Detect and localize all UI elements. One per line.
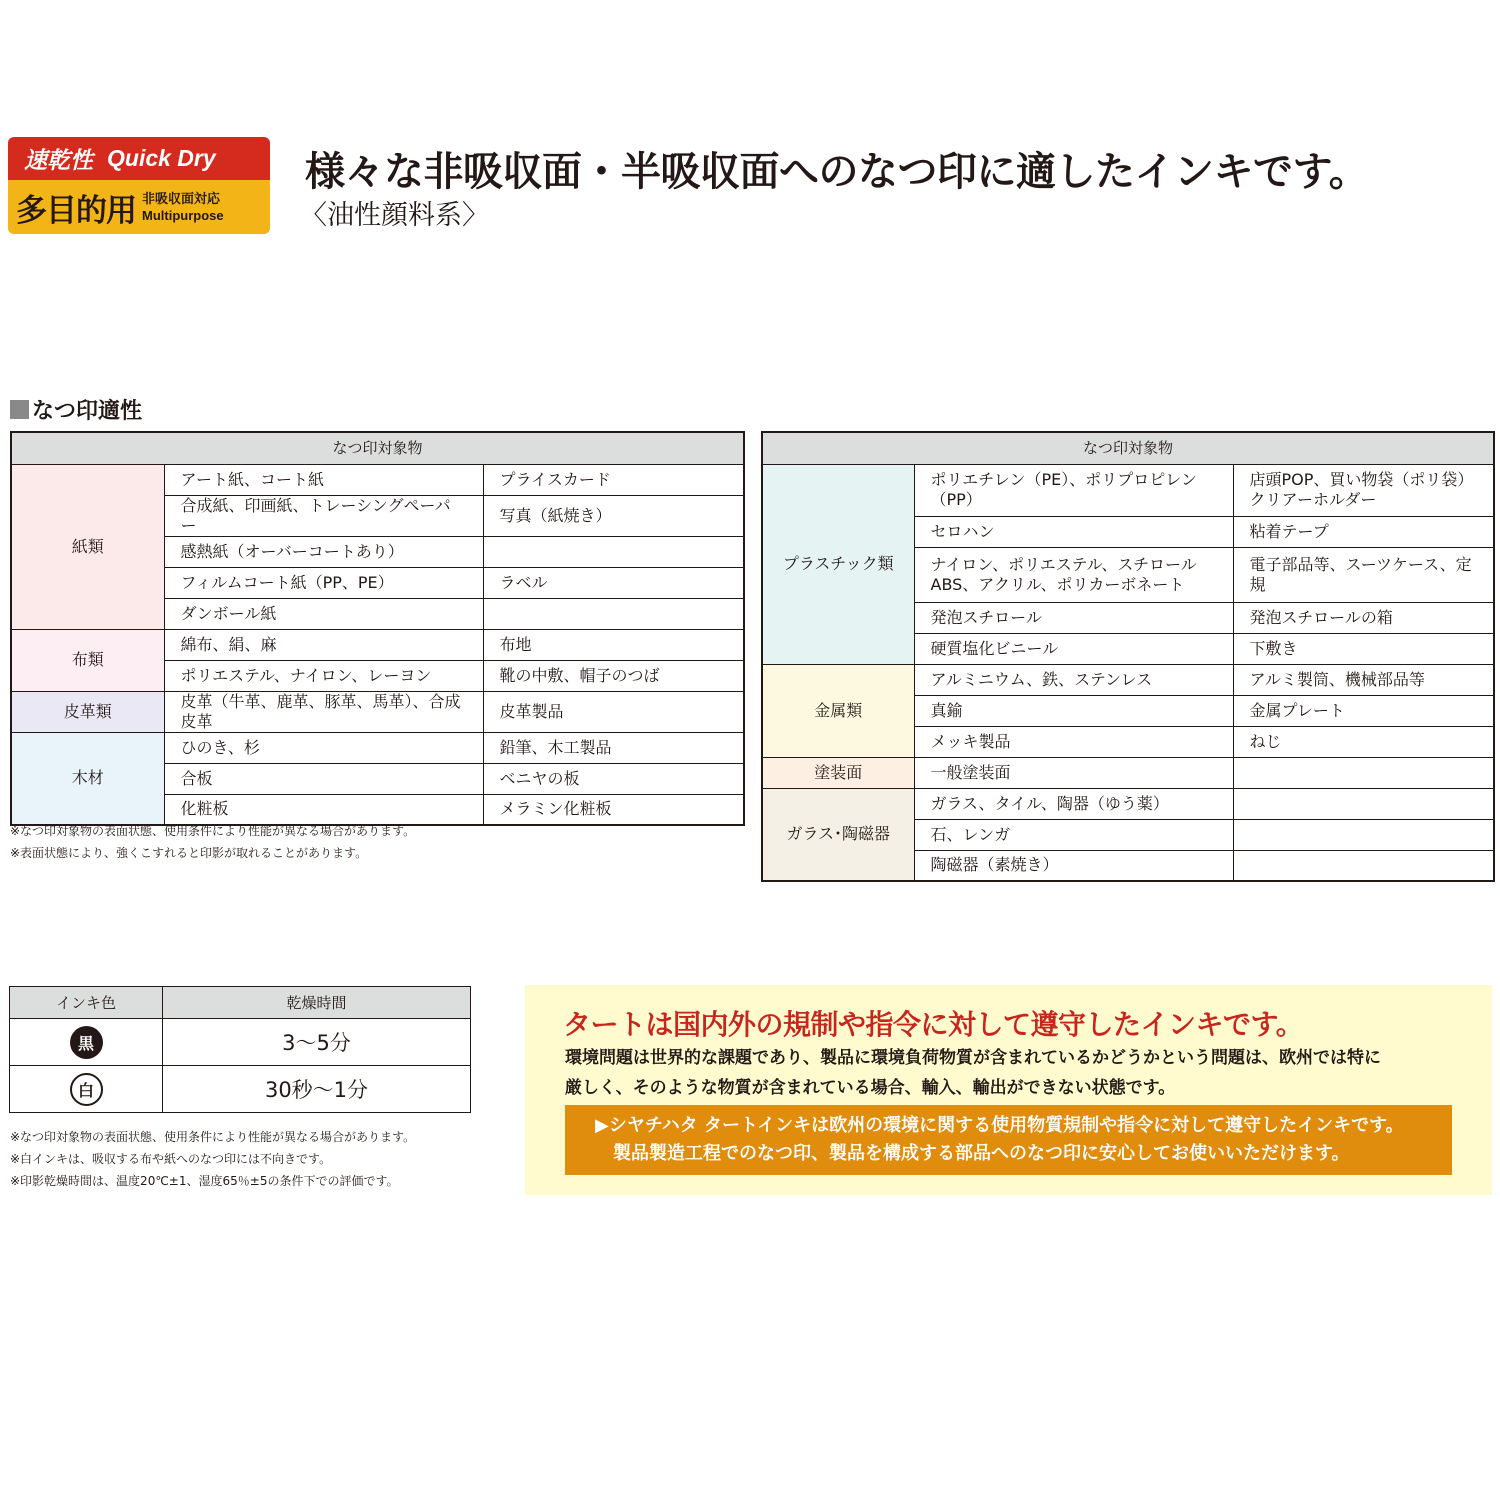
material-cell: ひのき、杉 — [164, 732, 483, 763]
category-cell: プラスチック類 — [762, 464, 914, 664]
ink-drying-table — [9, 986, 471, 1113]
ink-color-cell — [10, 1066, 163, 1113]
badge-multipurpose-sub — [142, 190, 224, 224]
square-bullet-icon — [10, 400, 29, 419]
section-title — [10, 394, 142, 425]
material-cell: 合成紙、印画紙、トレーシングペーパー — [164, 495, 483, 536]
drying-time-cell: 3～5分 — [163, 1019, 471, 1066]
material-cell: 感熱紙（オーバーコートあり） — [164, 536, 483, 567]
table-header: なつ印対象物 — [11, 432, 744, 464]
category-cell: 皮革類 — [11, 691, 164, 732]
table-row — [11, 732, 744, 763]
example-cell — [1233, 757, 1494, 788]
category-cell: 金属類 — [762, 664, 914, 757]
example-cell — [483, 536, 744, 567]
example-cell: ねじ — [1233, 726, 1494, 757]
table-header: なつ印対象物 — [762, 432, 1494, 464]
example-cell: 電子部品等、スーツケース、定規 — [1233, 547, 1494, 602]
badge-quick-dry-en: Quick Dry — [107, 145, 216, 171]
category-cell: 布類 — [11, 629, 164, 691]
category-cell: 木材 — [11, 732, 164, 825]
material-cell: 陶磁器（素焼き） — [914, 850, 1233, 881]
example-cell: 皮革製品 — [483, 691, 744, 732]
example-cell — [1233, 788, 1494, 819]
note-line: ※印影乾燥時間は、温度20℃±1、湿度65％±5の条件下での評価です。 — [10, 1174, 399, 1188]
table-row — [762, 757, 1494, 788]
material-cell: メッキ製品 — [914, 726, 1233, 757]
badge-quick-dry — [8, 137, 270, 180]
compliance-body-line: 環境問題は世界的な課題であり、製品に環境負荷物質が含まれているかどうかという問題は、欧州では特に — [565, 1048, 1381, 1068]
material-cell: フィルムコート紙（PP、PE） — [164, 567, 483, 598]
material-cell: アート紙、コート紙 — [164, 464, 483, 495]
black-ink-circle-icon: 黒 — [70, 1026, 103, 1059]
example-cell: 鉛筆、木工製品 — [483, 732, 744, 763]
table-row — [10, 1066, 471, 1113]
material-cell: ポリエチレン（PE）、ポリプロピレン（PP） — [914, 464, 1233, 516]
category-cell: 紙類 — [11, 464, 164, 629]
material-cell: ガラス、タイル、陶器（ゆう薬） — [914, 788, 1233, 819]
example-cell — [1233, 850, 1494, 881]
note-line: ※なつ印対象物の表面状態、使用条件により性能が異なる場合があります。 — [10, 1130, 416, 1144]
page-headline: 様々な非吸収面・半吸収面へのなつ印に適したインキです。 — [305, 149, 1369, 195]
example-cell: 発泡スチロールの箱 — [1233, 602, 1494, 633]
example-cell: ラベル — [483, 567, 744, 598]
example-cell: 布地 — [483, 629, 744, 660]
table-row — [762, 788, 1494, 819]
material-cell: 発泡スチロール — [914, 602, 1233, 633]
example-cell: 粘着テープ — [1233, 516, 1494, 547]
badge-multipurpose — [8, 180, 270, 234]
compliance-bar-line: ▶シヤチハタ タートインキは欧州の環境に関する使用物質規制や指令に対して遵守したインキです。 — [595, 1115, 1404, 1136]
notes-suitability — [10, 820, 415, 864]
material-cell: 綿布、絹、麻 — [164, 629, 483, 660]
material-cell: アルミニウム、鉄、ステンレス — [914, 664, 1233, 695]
material-cell: ポリエステル、ナイロン、レーヨン — [164, 660, 483, 691]
example-cell: ベニヤの板 — [483, 763, 744, 794]
material-cell: 硬質塩化ビニール — [914, 633, 1233, 664]
example-cell — [483, 598, 744, 629]
table-row — [762, 664, 1494, 695]
material-cell: セロハン — [914, 516, 1233, 547]
example-cell: プライスカード — [483, 464, 744, 495]
white-ink-circle-icon: 白 — [70, 1073, 103, 1106]
ink-color-header: インキ色 — [10, 987, 163, 1019]
ink-color-cell — [10, 1019, 163, 1066]
material-cell: 皮革（牛革、鹿革、豚革、馬革）、合成皮革 — [164, 691, 483, 732]
left-suitability-table — [10, 431, 745, 826]
note-line: ※白インキは、吸収する布や紙へのなつ印には不向きです。 — [10, 1152, 332, 1166]
badge-multipurpose-sub-en: Multipurpose — [142, 208, 224, 223]
material-cell: 石、レンガ — [914, 819, 1233, 850]
compliance-box — [525, 985, 1492, 1195]
material-cell: 真鍮 — [914, 695, 1233, 726]
example-cell: 店頭POP、買い物袋（ポリ袋） クリアーホルダー — [1233, 464, 1494, 516]
compliance-bar-line: 製品製造工程でのなつ印、製品を構成する部品へのなつ印に安心してお使いいただけます。 — [595, 1143, 1350, 1164]
category-cell: ガラス･陶磁器 — [762, 788, 914, 881]
example-cell: 靴の中敷、帽子のつば — [483, 660, 744, 691]
right-suitability-table — [761, 431, 1495, 882]
material-cell: 一般塗装面 — [914, 757, 1233, 788]
badge-quick-dry-jp: 速乾性 — [24, 148, 93, 174]
note-line: ※なつ印対象物の表面状態、使用条件により性能が異なる場合があります。 — [10, 824, 416, 838]
example-cell — [1233, 819, 1494, 850]
material-cell: ナイロン、ポリエステル、スチロール ABS、アクリル、ポリカーボネート — [914, 547, 1233, 602]
category-cell: 塗装面 — [762, 757, 914, 788]
compliance-title: タートは国内外の規制や指令に対して遵守したインキです。 — [563, 1008, 1304, 1041]
material-cell: 化粧板 — [164, 794, 483, 825]
section-title-text: なつ印適性 — [32, 399, 143, 424]
example-cell: メラミン化粧板 — [483, 794, 744, 825]
drying-time-cell: 30秒～1分 — [163, 1066, 471, 1113]
table-row — [11, 629, 744, 660]
notes-ink — [10, 1126, 415, 1192]
example-cell: 金属プレート — [1233, 695, 1494, 726]
table-row — [11, 464, 744, 495]
compliance-highlight-bar — [565, 1105, 1452, 1175]
quick-dry-badge — [8, 137, 270, 234]
badge-multipurpose-jp: 多目的用 — [16, 192, 136, 229]
table-row — [11, 691, 744, 732]
example-cell: アルミ製筒、機械部品等 — [1233, 664, 1494, 695]
compliance-body — [565, 1043, 1381, 1103]
table-row — [10, 1019, 471, 1066]
table-row — [762, 464, 1494, 516]
badge-multipurpose-sub-jp: 非吸収面対応 — [142, 191, 221, 206]
drying-time-header: 乾燥時間 — [163, 987, 471, 1019]
material-cell: 合板 — [164, 763, 483, 794]
note-line: ※表面状態により、強くこすれると印影が取れることがあります。 — [10, 846, 368, 860]
material-cell: ダンボール紙 — [164, 598, 483, 629]
page-subline: 〈油性顔料系〉 — [300, 200, 489, 231]
compliance-body-line: 厳しく、そのような物質が含まれている場合、輸入、輸出ができない状態です。 — [565, 1078, 1176, 1098]
example-cell: 写真（紙焼き） — [483, 495, 744, 536]
example-cell: 下敷き — [1233, 633, 1494, 664]
